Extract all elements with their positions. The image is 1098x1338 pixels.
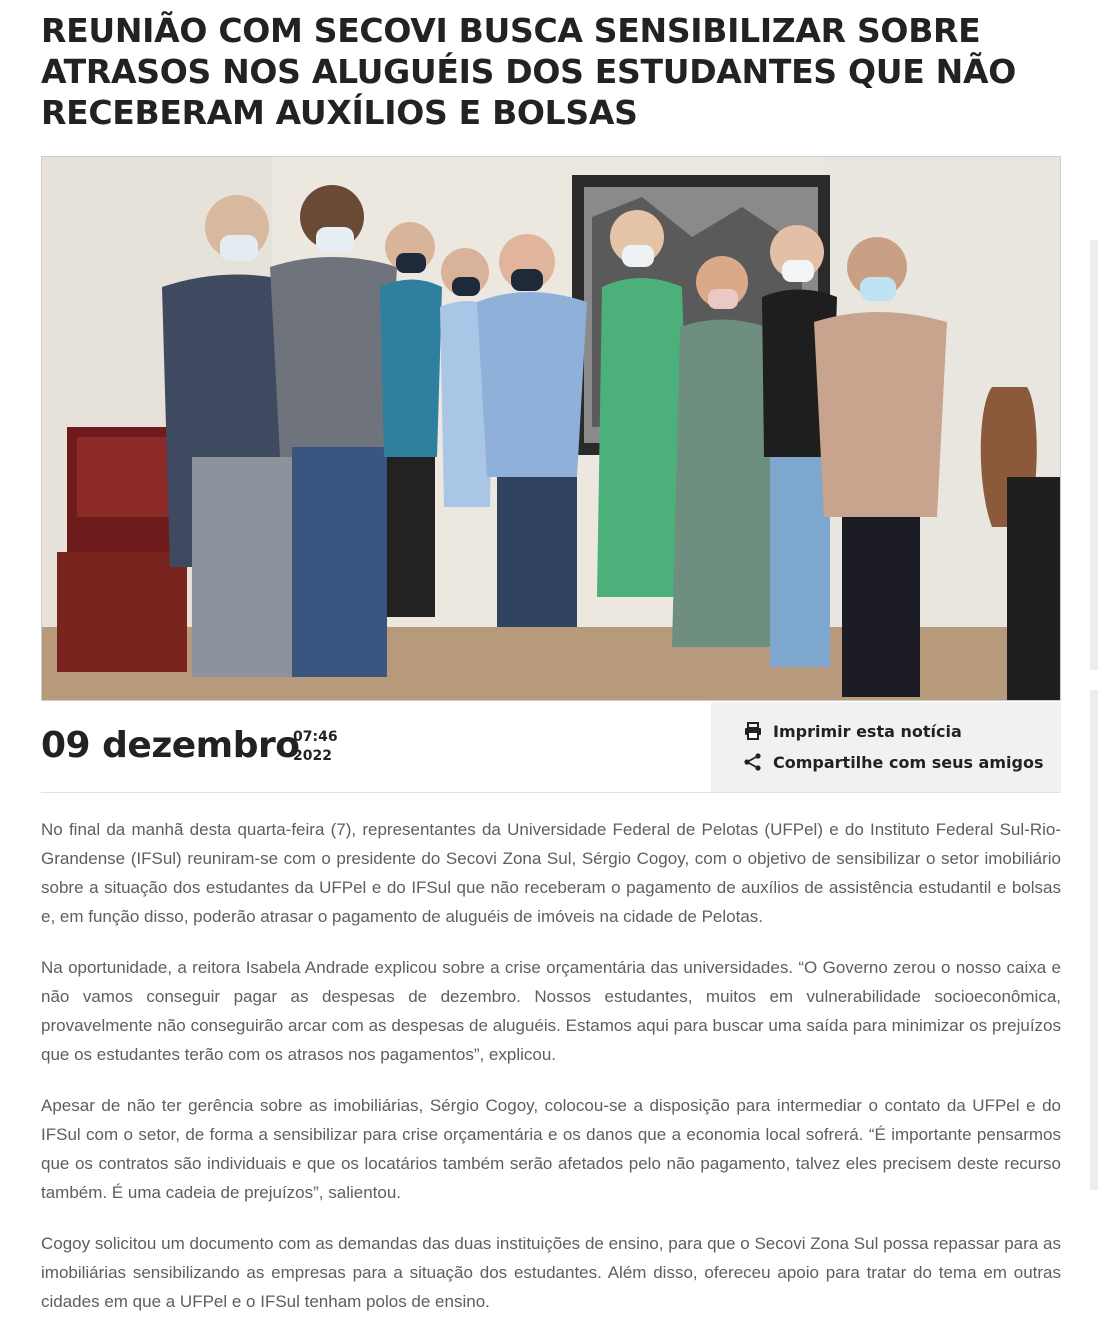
print-label: Imprimir esta notícia xyxy=(773,721,962,741)
share-icon xyxy=(743,752,763,772)
article-photo xyxy=(41,156,1061,701)
article-paragraph: Na oportunidade, a reitora Isabela Andrade explicou sobre a crise orçamentária das universidades. “O Governo zerou o nosso caixa e não vamos conseguir pagar as despesas de dezembro. Nossos estudantes, muitos em vulnerabilidade socioeconômica, provavelmente não conseguirão arcar com as despesas de aluguéis. Estamos aqui para buscar uma saída para minimizar os prejuízos que os estudantes terão com os atrasos nos pagamentos”, explicou. xyxy=(41,958,1061,1064)
date-time-year xyxy=(293,728,338,766)
article-paragraph: No final da manhã desta quarta-feira (7), representantes da Universidade Federal de Pelotas (UFPel) e do Instituto Federal Sul-Rio-Grandense (IFSul) reuniram-se com o presidente do Secovi Zona Sul, Sérgio Cogoy, com o objetivo de sensibilizar o setor imobiliário sobre a situação dos estudantes da UFPel e do IFSul que não receberam o pagamento de auxílios de assistência estudantil e bolsas e, em função disso, poderão atrasar o pagamento de aluguéis de imóveis na cidade de Pelotas. xyxy=(41,820,1061,926)
share-label: Compartilhe com seus amigos xyxy=(773,752,1044,772)
share-button[interactable] xyxy=(743,752,1043,772)
print-button[interactable] xyxy=(743,721,962,741)
article-paragraph: Apesar de não ter gerência sobre as imobiliárias, Sérgio Cogoy, colocou-se a disposição para intermediar o contato da UFPel e do IFSul com o setor, de forma a sensibilizar para crise orçamentária e os danos que a economia local sofrerá. “É importante pensarmos que os contratos são individuais e que os locatários também serão afetados pelo não pagamento, talvez eles precisem deste recurso também. É uma cadeia de prejuízos”, salientou. xyxy=(41,1096,1061,1202)
article-meta xyxy=(41,702,1061,793)
date-day-month: 09 dezembro xyxy=(41,725,300,766)
date-year: 2022 xyxy=(293,748,332,764)
printer-icon xyxy=(743,721,763,741)
date-time: 07:46 xyxy=(293,729,338,745)
article-paragraph: Cogoy solicitou um documento com as demandas das duas instituições de ensino, para que o Secovi Zona Sul possa repassar para as imobiliárias sensibilizando as empresas para a situação dos estudantes. Além disso, ofereceu apoio para tratar do tema em outras cidades em que a UFPel e o IFSul tenham polos de ensino. xyxy=(41,1234,1061,1311)
scrollbar-track-lower[interactable] xyxy=(1090,690,1098,1190)
article-actions xyxy=(711,702,1061,792)
scrollbar-track[interactable] xyxy=(1090,240,1098,670)
article-body xyxy=(41,815,1061,1338)
article-headline: REUNIÃO COM SECOVI BUSCA SENSIBILIZAR SOBRE ATRASOS NOS ALUGUÉIS DOS ESTUDANTES QUE NÃO RECEBERAM AUXÍLIOS E BOLSAS xyxy=(41,11,1016,132)
article xyxy=(41,0,1061,1311)
